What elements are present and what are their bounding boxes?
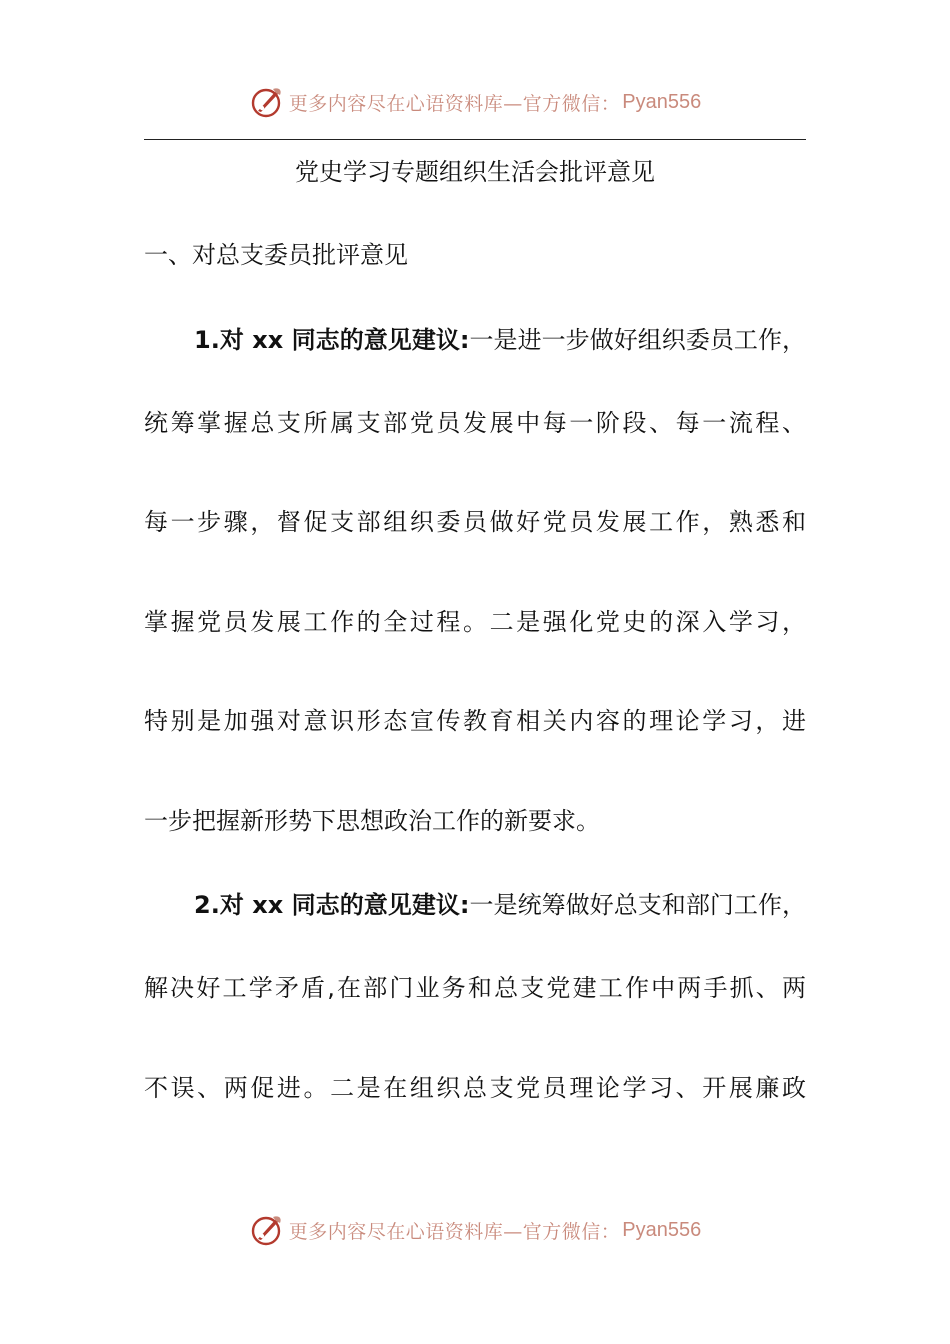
watermark-text: 更多内容尽在心语资料库—官方微信： — [288, 92, 621, 115]
item-1-lead: 1.对 xx 同志的意见建议: — [194, 326, 470, 354]
watermark-text: 更多内容尽在心语资料库—官方微信： — [288, 1220, 621, 1243]
paragraph-line: 统筹掌握总支所属支部党员发展中每一阶段、每一流程、 — [144, 409, 806, 437]
paragraph-line: 解决好工学矛盾,在部门业务和总支党建工作中两手抓、两 — [144, 974, 806, 1002]
paragraph-line: 特别是加强对意识形态宣传教育相关内容的理论学习，进 — [144, 707, 806, 735]
item-1-first-line — [194, 322, 806, 358]
paragraph-line: 一步把握新形势下思想政治工作的新要求。 — [144, 807, 600, 835]
item-2-first-line — [194, 887, 806, 923]
section-heading: 一、对总支委员批评意见 — [144, 241, 408, 269]
item-1-first-text: 一是进一步做好组织委员工作， — [469, 326, 806, 354]
watermark-banner-top — [0, 82, 950, 122]
paragraph-line: 不误、两促进。二是在组织总支党员理论学习、开展廉政 — [144, 1074, 806, 1102]
paragraph-line: 掌握党员发展工作的全过程。二是强化党史的深入学习， — [144, 608, 806, 636]
quill-pen-circle-icon — [249, 84, 285, 120]
paragraph-line: 每一步骤，督促支部组织委员做好党员发展工作，熟悉和 — [144, 508, 806, 536]
item-2-first-text: 一是统筹做好总支和部门工作， — [469, 891, 806, 919]
watermark-banner-bottom — [0, 1210, 950, 1250]
document-title: 党史学习专题组织生活会批评意见 — [295, 158, 655, 186]
watermark-handle: Pyan556 — [622, 1218, 702, 1241]
quill-pen-circle-icon — [249, 1212, 285, 1248]
item-2-lead: 2.对 xx 同志的意见建议: — [194, 891, 470, 919]
header-divider — [144, 139, 806, 140]
watermark-handle: Pyan556 — [622, 90, 702, 113]
